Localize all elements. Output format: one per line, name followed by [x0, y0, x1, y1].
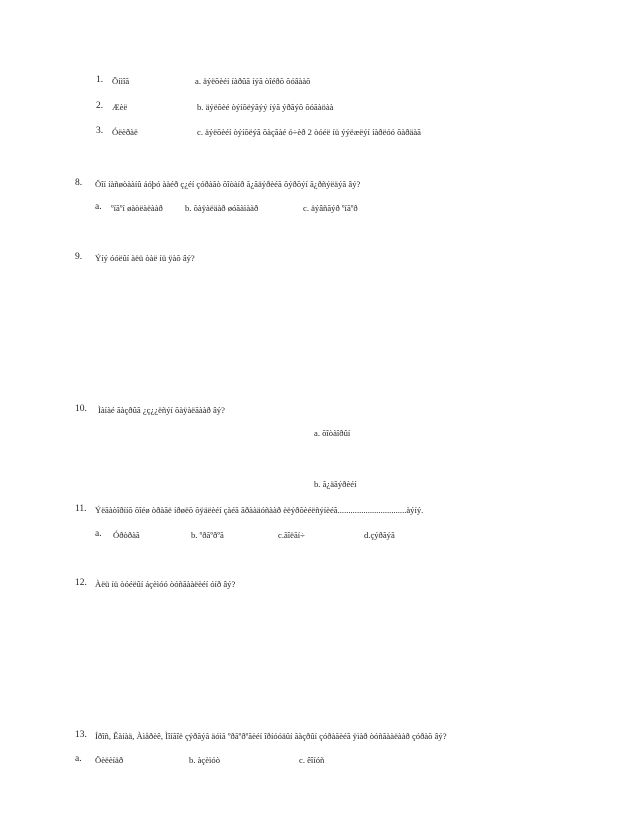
question-8-number: 8.	[75, 178, 83, 188]
question-12-number: 12.	[75, 578, 87, 588]
question-10-option-b: b. ã¿äãýðèéí	[314, 479, 357, 489]
question-10-option-a: a. õîòàîðûí	[314, 428, 351, 438]
question-8-option-c: c. äýâñãýð ºíãºð	[303, 203, 358, 213]
item-3-term: Óëèðàë	[112, 127, 138, 137]
question-11-option-a: Óðòðàã	[113, 530, 140, 540]
item-3-number: 3.	[96, 126, 104, 136]
question-10-number: 10.	[75, 404, 87, 414]
question-11-number: 11.	[75, 504, 87, 514]
question-9-number: 9.	[75, 252, 83, 262]
question-13-option-a: Öèëèíäð	[95, 755, 124, 765]
question-13-option-c: c. êîíóñ	[299, 755, 325, 765]
item-1-number: 1.	[96, 75, 104, 85]
question-13-number: 13.	[75, 730, 87, 740]
question-11-option-a-letter: a.	[95, 529, 102, 539]
item-2-definition: b. äýëõèé òýíõëýãýý íýã ýðãýõ õóãàöàà	[197, 102, 334, 112]
item-2-term: Æèë	[112, 102, 128, 112]
item-3-definition: c. äýëõèéí òýíõëýã õàçãàé ó÷èð 2 òóéë íü ýýëæëýí íàðëóó õàðäàã	[197, 127, 421, 137]
question-8-option-b: b. õàÿàëäàð øóãàìààð	[185, 203, 259, 213]
question-11-option-b: b. ºðãºðºã	[191, 530, 224, 540]
question-13-option-a-letter: a.	[75, 754, 82, 764]
question-10-text: Ìàíàé ãàçðûã ¿ç¿¿ëñýí õàÿàëãààð âý?	[98, 405, 225, 415]
question-11-option-c: c.ãîëãí÷	[278, 530, 305, 540]
question-13-option-b: b. àçèìóò	[189, 755, 221, 765]
item-2-number: 2.	[96, 101, 104, 111]
question-8-option-a: ºíãºí øàòëàëààð	[111, 203, 163, 213]
question-9-text: Ýíý óóëûí àëü òàë íü ÿàõ âý?	[95, 253, 195, 263]
question-13-text: Íðîñ, Êàíàä, Àìåðèê, Ìîíãîë çýðãýã äóìã ºðãºðºãèéí îðíóóäûí ãàçðûí çóðàãèéã ÿìàð òóñãààëààð çóðàõ âý?	[95, 731, 447, 741]
item-1-term: Õíìîã	[112, 76, 130, 86]
item-1-definition: a. äýëõèéí íàðûã íýã òîéðõ õóâààõ	[195, 76, 311, 86]
question-11-option-d: d.çýðãýã	[364, 530, 395, 540]
question-8-text: Öîí íàñøòààíû áóþó ààéð ç¿éí çóðàãò õîòàíð ã¿ãäýðèéã õýðõýí ã¿ðñýëäýã âý?	[95, 179, 361, 189]
question-8-option-a-letter: a.	[95, 202, 102, 212]
question-11-text: Ýëãàòîðííõ õîéø òðàãë íðøëõ õÿäëèéí çàéã ãðààäóñààð èëýðõèéëñýíèéã................................àýíý.	[95, 505, 424, 515]
question-12-text: Àëü íü òóéëûí áçèìóó òóñãààëèéí óíð âý?	[95, 579, 236, 589]
